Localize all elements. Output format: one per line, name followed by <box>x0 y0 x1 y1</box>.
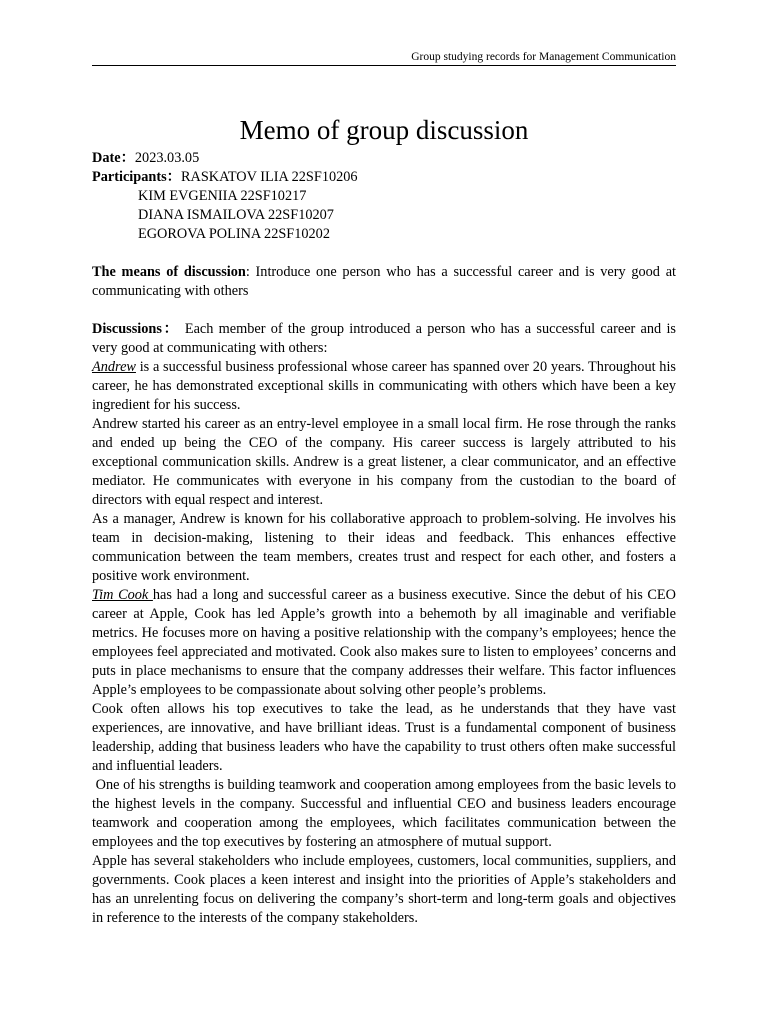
participants-label: Participants <box>92 169 167 185</box>
spacer <box>92 244 676 263</box>
discussions-separator: ： <box>161 321 180 337</box>
date-label: Date <box>92 150 121 166</box>
running-header <box>92 50 676 66</box>
date-separator: ： <box>120 150 135 166</box>
paragraph-text: is a successful business professional whose career has spanned over 20 years. Throughout his career, he has demonstrated exceptional skills in communicating with others which have been a key ingredient for his success. <box>92 359 676 413</box>
memo-body <box>92 149 676 928</box>
paragraph: Andrew started his career as an entry-level employee in a small local firm. He rose through the ranks and ended up being the CEO of the company. His career success is largely attributed to his exceptional communication skills. Andrew is a great listener, a clear communicator, and an effective mediator. He communicates with everyone in his company from the custodian to the board of directors with equal respect and interest. <box>92 416 676 508</box>
paragraph-text: has had a long and successful career as a business executive. Since the debut of his CEO career at Apple, Cook has led Apple’s growth into a behemoth by all imaginable and verifiable metrics. He focuses more on having a positive relationship with the company’s employees; hence the employees feel appreciated and motivated. Cook also makes sure to listen to employees’ concerns and puts in place mechanisms to ensure that the company addresses their welfare. This factor influences Apple’s employees to be compassionate about solving other people’s problems. <box>92 587 676 698</box>
paragraph: Apple has several stakeholders who include employees, customers, local communities, suppliers, and governments. Cook places a keen interest and insight into the priorities of Apple’s stakeholders and has an unrelenting focus on delivering the company’s short-term and long-term goals and objectives in reference to the interests of the company stakeholders. <box>92 853 676 926</box>
person-name-andrew: Andrew <box>92 359 136 375</box>
running-header-text: Group studying records for Management Communication <box>411 51 676 63</box>
participant: EGOROVA POLINA 22SF10202 <box>138 226 330 242</box>
memo-title: Memo of group discussion <box>239 115 529 145</box>
discussions-label: Discussions <box>92 321 162 337</box>
paragraph-tim-cook-intro <box>92 586 676 700</box>
paragraph-andrew-intro <box>92 358 676 415</box>
paragraph: As a manager, Andrew is known for his collaborative approach to problem-solving. He involves his team in decision-making, listening to their ideas and feedback. This enhances effective communication between the team members, creates trust and respect for each other, and fosters a positive work environment. <box>92 511 676 584</box>
paragraph: Cook often allows his top executives to take the lead, as he understands that they have vast experiences, are innovative, and have brilliant ideas. Trust is a fundamental component of business leadership, adding that business leaders who have the capability to trust others often make successful and influential leaders. <box>92 701 676 774</box>
paragraph: One of his strengths is building teamwork and cooperation among employees from the basic levels to the highest levels in the company. Successful and influential CEO and business leaders encourage teamwork and cooperation among the employees, which facilitates communication between the employees and the top executives by fostering an atmosphere of mutual support. <box>92 777 676 850</box>
participants-line <box>92 168 676 187</box>
person-name-tim-cook: Tim Cook <box>92 587 153 603</box>
participant: DIANA ISMAILOVA 22SF10207 <box>138 207 334 223</box>
participant: KIM EVGENIIA 22SF10217 <box>138 188 307 204</box>
date-value: 2023.03.05 <box>134 150 200 166</box>
date-line <box>92 149 676 168</box>
means-text: : Introduce one person who has a successful career and is very good at communicating with others <box>92 264 677 299</box>
means-of-discussion <box>92 263 676 301</box>
means-label: The means of discussion <box>92 264 246 280</box>
discussions-intro <box>92 320 676 358</box>
spacer <box>92 301 676 320</box>
participant: RASKATOV ILIA 22SF10206 <box>180 169 358 185</box>
participants-separator: ： <box>166 169 181 185</box>
discussions-intro-text: Each member of the group introduced a person who has a successful career and is very good at communicating with others: <box>92 321 676 356</box>
